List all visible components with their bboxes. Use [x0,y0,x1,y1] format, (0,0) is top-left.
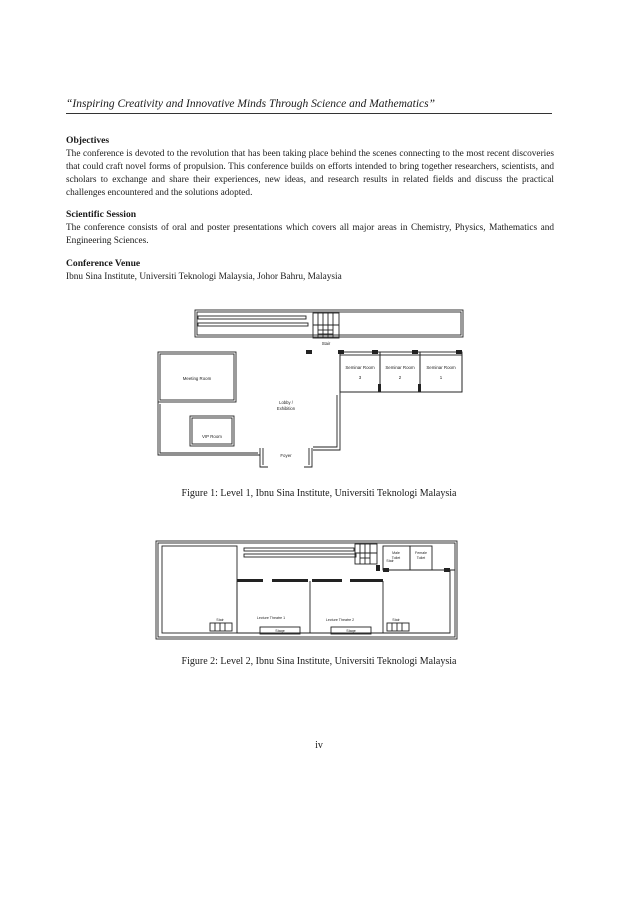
seminar-room-2 [380,352,420,392]
seminar-room-2-label: Seminar Room [385,365,415,370]
running-header: “Inspiring Creativity and Innovative Minds Through Science and Mathematics” [66,98,436,110]
objectives-section [66,135,554,200]
stair-right-label: Stair [392,618,400,622]
vip-room [190,416,234,446]
scientific-session-heading: Scientific Session [66,209,137,220]
seminar-room-3-number: 3 [358,375,362,380]
seminar-room-2-number: 2 [398,375,402,380]
page-number: iv [315,740,323,751]
stair-left-block [210,623,232,631]
male-toilet-label-1: Male [392,551,400,555]
stage-1-label: Stage [275,629,285,633]
left-room [162,546,237,633]
lobby-label-line2: Exhibition [276,406,296,411]
scientific-session-section [66,209,554,248]
objectives-body: The conference is devoted to the revolution that has been taking place behind the scenes connecting to the most recent discoveries that could craft novel forms of propulsion. This conference builds on efforts intended to bring together researchers, scientists, and scholars to exchange and share their experiences, new ideas, and research results in related fields and discuss the practical challenges encountered and the solutions adopted. [66,148,554,198]
stair-right-block [387,623,409,631]
seminar-room-1 [420,352,462,392]
stair-top-label: Stair [386,559,394,563]
lobby-label-line1: Lobby / [279,400,293,405]
level2-floor-plan [150,537,466,642]
figure2-caption: Figure 2: Level 2, Ibnu Sina Institute, Universiti Teknologi Malaysia [181,656,457,667]
stage-2-label: Stage [346,629,356,633]
seminar-room-1-number: 1 [439,375,443,380]
male-toilet-label-2: Toilet [391,556,401,560]
corridor-rail [198,316,306,319]
level1-floor-plan [150,305,470,470]
scientific-session-body: The conference consists of oral and poster presentations which covers all major areas in Chemistry, Physics, Mathematics and Engineering Sciences. [66,222,554,246]
corridor-rail-level2 [244,548,354,551]
lecture-theatre-1-label: Lecture Theatre 1 [256,616,286,620]
top-block-outline [195,310,463,337]
seminar-room-1-label: Seminar Room [426,365,456,370]
lecture-theatre-2-label: Lecture Theatre 2 [325,618,355,622]
venue-section [66,258,554,284]
stair-left-label: Stair [216,618,224,622]
female-toilet-label-1: Female [415,551,427,555]
vip-room-label: VIP Room [202,434,222,439]
female-toilet-label-2: Toilet [416,556,426,560]
foyer-label: Foyer [280,453,292,458]
seminar-room-3 [340,352,380,392]
meeting-room-label: Meeting Room [182,376,212,381]
stair-top-block [355,544,377,564]
stair-label: Stair [321,341,331,346]
header-rule [66,113,552,114]
venue-heading: Conference Venue [66,258,141,269]
figure1-caption: Figure 1: Level 1, Ibnu Sina Institute, Universiti Teknologi Malaysia [181,488,457,499]
objectives-heading: Objectives [66,135,110,146]
level2-outline [156,541,457,639]
seminar-room-3-label: Seminar Room [345,365,375,370]
venue-body: Ibnu Sina Institute, Universiti Teknologi Malaysia, Johor Bahru, Malaysia [66,271,342,282]
